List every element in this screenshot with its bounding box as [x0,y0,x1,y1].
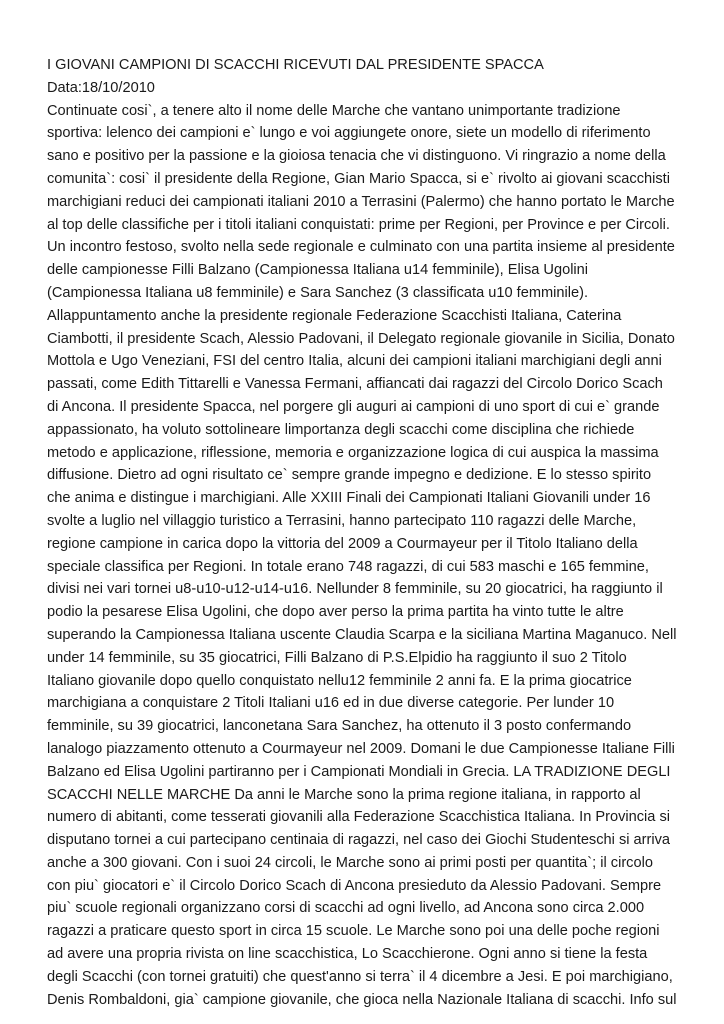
body-text-line: con piu` giocatori e` il Circolo Dorico Scach di Ancona presieduto da Alessio Padovani. Sempre [47,877,662,894]
body-text-line: divisi nei vari tornei u8-u10-u12-u14-u16. Nellunder 8 femminile, su 20 giocatrici, ha raggiunto il [47,581,663,598]
body-text-line: under 14 femminile, su 35 giocatrici, Filli Balzano di P.S.Elpidio ha raggiunto il suo 2 Titolo [47,649,627,666]
body-text-line: Continuate cosi`, a tenere alto il nome delle Marche che vantano unimportante tradizione [47,102,621,119]
body-text-line: delle campionesse Filli Balzano (Campionessa Italiana u14 femminile), Elisa Ugolini [47,262,589,279]
body-text-line: appassionato, ha voluto sottolineare limportanza degli scacchi come disciplina che richiede [47,421,635,438]
body-text-line: numero di abitanti, come tesserati giovanili alla Federazione Scacchistica Italiana. In Provincia si [47,809,670,826]
body-text-line: di Ancona. Il presidente Spacca, nel porgere gli auguri ai campioni di uno sport di cui e` grande [47,398,660,415]
body-text-line: degli Scacchi (con tornei gratuiti) che quest'anno si terra` il 4 dicembre a Jesi. E poi marchigiano, [47,968,673,985]
body-text-line: che anima e distingue i marchigiani. Alle XXIII Finali dei Campionati Italiani Giovanili under 16 [47,490,651,507]
body-text-line: Italiano giovanile dopo quello conquistato nellu12 femminile 2 anni fa. E la prima giocatrice [47,672,632,689]
document-page [47,54,687,1011]
body-text-line: sano e positivo per la passione e la gioiosa tenacia che vi distinguono. Vi ringrazio a nome della [47,148,666,165]
body-text-line: regione campione in carica dopo la vittoria del 2009 a Courmayeur per il Titolo Italiano della [47,535,638,552]
body-text-line: femminile, su 39 giocatrici, lanconetana Sara Sanchez, ha ottenuto il 3 posto confermando [47,718,632,735]
body-text-line: anche a 300 giovani. Con i suoi 24 circoli, le Marche sono ai primi posti per quantita`; il circolo [47,854,653,871]
body-text-line: lanalogo piazzamento ottenuto a Courmayeur nel 2009. Domani le due Campionesse Italiane Filli [47,740,675,757]
body-text-line: (Campionessa Italiana u8 femminile) e Sara Sanchez (3 classificata u10 femminile). [47,284,589,301]
body-text-line: Un incontro festoso, svolto nella sede regionale e culminato con una partita insieme al presidente [47,239,675,256]
body-text-line: marchigiani reduci dei campionati italiani 2010 a Terrasini (Palermo) che hanno portato le Marche [47,193,675,210]
body-text-line: superando la Campionessa Italiana uscente Claudia Scarpa e la siciliana Martina Maganuco. Nell [47,626,677,643]
body-text-line: diffusione. Dietro ad ogni risultato ce` sempre grande impegno e dedizione. E lo stesso spirito [47,467,652,484]
body-text-line: sportiva: lelenco dei campioni e` lungo e voi aggiungete onore, siete un modello di riferimento [47,125,651,142]
body-text-line: ragazzi a praticare questo sport in circa 15 scuole. Le Marche sono poi una delle poche regioni [47,923,660,940]
body-text-line: disputano tornei a cui partecipano centinaia di ragazzi, nel caso dei Giochi Studenteschi si arriva [47,832,671,849]
body-text-line: comunita`: cosi` il presidente della Regione, Gian Mario Spacca, si e` rivolto ai giovani scacchisti [47,170,670,187]
body-text-line: Balzano ed Elisa Ugolini partiranno per i Campionati Mondiali in Grecia. LA TRADIZIONE DEGLI [47,763,671,780]
body-text-line: SCACCHI NELLE MARCHE Da anni le Marche sono la prima regione italiana, in rapporto al [47,786,641,803]
body-text-line: Mottola e Ugo Veneziani, FSI del centro Italia, alcuni dei campioni italiani marchigiani degli anni [47,353,662,370]
document-body [47,100,687,1012]
body-text-line: svolte a luglio nel villaggio turistico a Terrasini, hanno partecipato 110 ragazzi delle Marche, [47,512,637,529]
document-date: Data:18/10/2010 [47,79,155,96]
body-text-line: metodo e applicazione, riflessione, memoria e organizzazione logica di cui auspica la massima [47,444,659,461]
body-text-line: al top delle classifiche per i titoli italiani conquistati: prime per Regioni, per Province e per Circoli. [47,216,670,233]
body-text-line: passati, come Edith Tittarelli e Vanessa Fermani, affiancati dai ragazzi del Circolo Dorico Scach [47,376,663,393]
body-text-line: Allappuntamento anche la presidente regionale Federazione Scacchisti Italiana, Caterina [47,307,622,324]
body-text-line: Ciambotti, il presidente Scach, Alessio Padovani, il Delegato regionale giovanile in Sicilia, Donato [47,330,675,347]
body-text-line: speciale classifica per Regioni. In totale erano 748 ragazzi, di cui 583 maschi e 165 femmine, [47,558,649,575]
body-text-line: marchigiana a conquistare 2 Titoli Italiani u16 ed in due diverse categorie. Per lunder 10 [47,695,615,712]
body-text-line: Denis Rombaldoni, gia` campione giovanile, che gioca nella Nazionale Italiana di scacchi. Info sul [47,991,677,1008]
body-text-line: podio la pesarese Elisa Ugolini, che dopo aver perso la prima partita ha vinto tutte le altre [47,604,624,621]
body-text-line: ad avere una propria rivista on line scacchistica, Lo Scacchierone. Ogni anno si tiene la festa [47,946,648,963]
document-title: I GIOVANI CAMPIONI DI SCACCHI RICEVUTI DAL PRESIDENTE SPACCA [47,57,544,73]
body-text-line: piu` scuole regionali organizzano corsi di scacchi ad ogni livello, ad Ancona sono circa 2.000 [47,900,645,917]
